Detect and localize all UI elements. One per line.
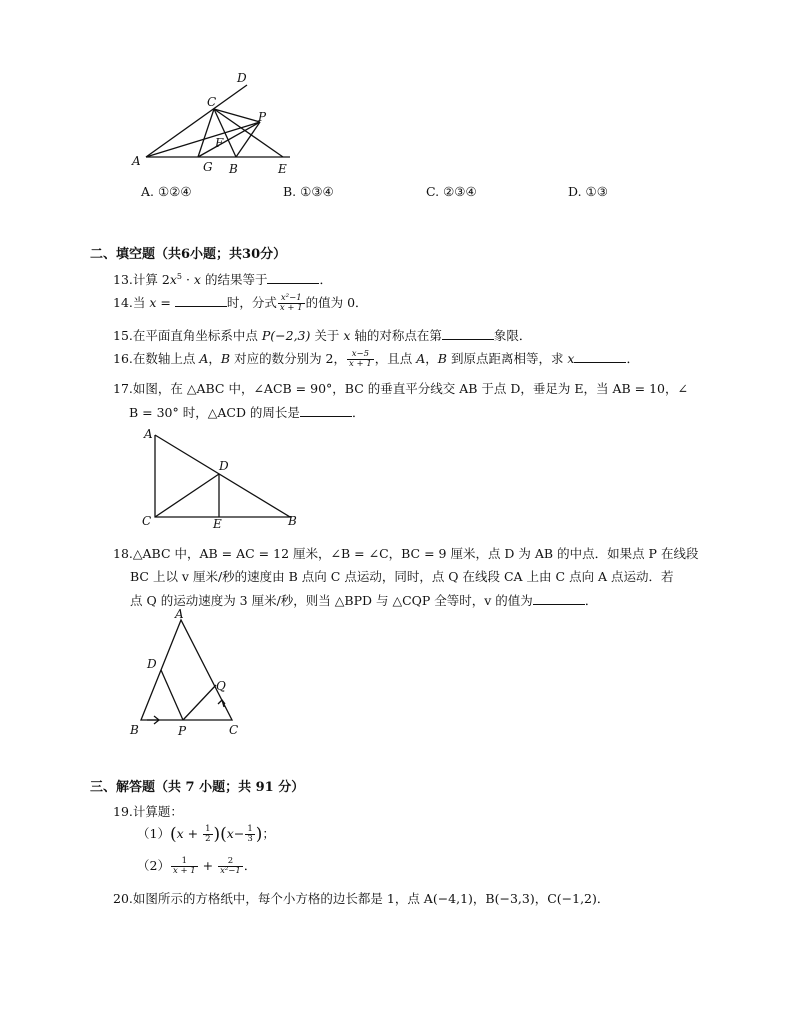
- q14-equals: =: [156, 295, 175, 310]
- question-18-line-1: [113, 544, 698, 562]
- q18-text-line-3: 点 Q 的运动速度为 3 厘米/秒，则当 △BPD 与 △CQP 全等时，v 的值为: [130, 593, 533, 608]
- q16-point-b-2: B: [437, 351, 447, 366]
- fig18-label-p: P: [178, 724, 187, 738]
- q19-p1-fraction-2-numerator: 1: [247, 824, 253, 834]
- fig12-label-g: G: [203, 160, 213, 174]
- q14-fraction-numerator: x²−1: [278, 294, 305, 304]
- question-14: [113, 293, 368, 313]
- q17-end: ．: [351, 405, 365, 420]
- fig17-label-d: D: [219, 459, 229, 473]
- q16-fraction: [347, 350, 374, 369]
- q16-text-1: 在数轴上点: [132, 351, 200, 366]
- fig12-label-f: F: [215, 136, 224, 150]
- q19-p2-fraction-2-denominator: x²−1: [220, 866, 241, 876]
- q13-text-1: 计算 2: [132, 272, 170, 287]
- q13-var-2: x: [193, 272, 201, 287]
- q15-text-2: 关于: [310, 328, 344, 343]
- question-18-line-2: [130, 567, 674, 585]
- q14-fraction-denominator: x + 1: [279, 303, 303, 313]
- q15-answer-blank[interactable]: [442, 327, 494, 340]
- fig17-label-a: A: [144, 427, 153, 441]
- q12-option-a: A. ①②④: [141, 184, 192, 199]
- q13-text-3: 的结果等于: [200, 272, 268, 287]
- q16-text-6: 到原点距离相等，求: [446, 351, 568, 366]
- q17-figure: [138, 425, 308, 535]
- fig18-label-q: Q: [216, 679, 226, 693]
- fig18-label-d: D: [147, 657, 157, 671]
- q20-text: 如图所示的方格纸中，每个小方格的边长都是 1，点 A(−4,1)，B(−3,3)，C(−1,2)．: [132, 891, 610, 906]
- q19-p1-open-paren-2: (: [220, 824, 227, 845]
- fig12-label-c: C: [207, 95, 217, 109]
- fig18-label-a: A: [175, 607, 184, 621]
- q19-p2-fraction-1-numerator: 1: [171, 857, 198, 867]
- fig18-label-c: C: [229, 723, 239, 737]
- q15-text-3: 轴的对称点在第: [350, 328, 442, 343]
- q14-var: x: [149, 295, 157, 310]
- q13-number: 13.: [113, 272, 133, 287]
- q19-p1-close-paren-2: ): [255, 824, 263, 845]
- q13-exponent: 5: [176, 271, 182, 281]
- question-17-line-1: [113, 379, 688, 397]
- q16-fraction-numerator: x−5: [347, 350, 374, 360]
- question-20: [113, 889, 609, 907]
- section-fill-in-title: 二、填空题（共6小题；共30分）: [90, 247, 287, 262]
- q16-fraction-denominator: x + 1: [349, 359, 372, 369]
- q17-text-line-1: 如图，在 △ABC 中，∠ACB = 90°，BC 的垂直平分线交 AB 于点 D，垂足为 E，当 AB = 10，∠: [132, 381, 688, 396]
- q19-p2-label: （2）: [137, 858, 170, 873]
- q15-text-4: 象限．: [493, 328, 532, 343]
- q18-figure: [125, 606, 255, 741]
- q19-p1-fraction-2: [245, 825, 254, 844]
- fig17-label-b: B: [288, 514, 297, 528]
- q16-point-b: B: [220, 351, 231, 366]
- q14-answer-blank[interactable]: [175, 294, 227, 307]
- question-19-title: [113, 802, 183, 820]
- q16-comma-2: ，: [425, 351, 438, 366]
- q12-option-b: B. ①③④: [283, 184, 334, 199]
- q19-p2-plus: +: [198, 858, 218, 873]
- q16-text-4: ，且点: [374, 351, 417, 366]
- question-13: [113, 270, 332, 288]
- fig17-label-c: C: [142, 514, 152, 528]
- q16-end: ．: [626, 351, 639, 366]
- q19-part-1: [137, 824, 275, 845]
- q16-point-a: A: [199, 351, 209, 366]
- q16-text-3: 对应的数分别为 2，: [230, 351, 347, 366]
- question-17-line-2: [129, 403, 364, 421]
- q14-text-3: 时，分式: [226, 295, 277, 310]
- q19-p1-open-paren: (: [169, 824, 177, 845]
- fig17-label-e: E: [213, 517, 222, 531]
- q15-number: 15.: [113, 328, 133, 343]
- q17-answer-blank[interactable]: [300, 404, 352, 417]
- q14-fraction: [278, 294, 305, 313]
- section-solve-title: 三、解答题（共 7 小题；共 91 分）: [90, 780, 305, 795]
- q13-end: ．: [319, 272, 332, 287]
- question-15: [113, 326, 531, 344]
- fig12-label-a: A: [132, 154, 141, 168]
- q13-dot: ·: [181, 272, 194, 287]
- q15-point: P(−2,3): [261, 328, 311, 343]
- q19-p1-fraction-1: [203, 825, 212, 844]
- q19-p1-term-b: x−: [226, 826, 245, 841]
- q16-number: 16.: [113, 351, 133, 366]
- q13-answer-blank[interactable]: [267, 271, 319, 284]
- q16-comma: ，: [208, 351, 221, 366]
- q14-text-1: 当: [132, 295, 150, 310]
- q18-answer-blank[interactable]: [533, 592, 585, 605]
- q16-answer-blank[interactable]: [574, 350, 626, 363]
- q18-text-line-1: △ABC 中，AB = AC = 12 厘米，∠B = ∠C，BC = 9 厘米，点 D 为 AB 的中点．如果点 P 在线段: [132, 546, 699, 561]
- q14-text-4: 的值为 0．: [305, 295, 368, 310]
- q19-part-2: [137, 856, 256, 876]
- q12-option-c: C. ②③④: [426, 184, 477, 199]
- fig12-label-p: P: [258, 110, 267, 124]
- q12-figure: [125, 65, 305, 180]
- q19-p2-fraction-2-numerator: 2: [218, 857, 243, 867]
- q20-number: 20.: [113, 891, 133, 906]
- q19-p1-label: （1）: [137, 826, 170, 841]
- q19-p2-fraction-1: [171, 857, 198, 876]
- q19-number: 19.: [113, 804, 133, 819]
- q19-p1-term-a: x +: [176, 826, 203, 841]
- q19-p1-close-paren: ): [213, 824, 221, 845]
- fig18-label-b: B: [130, 723, 139, 737]
- q19-p2-fraction-2: [218, 857, 243, 876]
- q15-var: x: [343, 328, 351, 343]
- q19-title: 计算题：: [132, 804, 183, 819]
- question-16: [113, 349, 639, 369]
- q19-p1-fraction-1-numerator: 1: [205, 824, 211, 834]
- q19-p1-fraction-1-denominator: 2: [205, 834, 211, 844]
- q19-p1-fraction-2-denominator: 3: [247, 834, 253, 844]
- q18-text-line-2: BC 上以 v 厘米/秒的速度由 B 点向 C 点运动，同时，点 Q 在线段 CA 上由 C 点向 A 点运动．若: [130, 569, 674, 584]
- q17-text-line-2: B = 30° 时，△ACD 的周长是: [129, 405, 300, 420]
- q16-point-a-2: A: [416, 351, 426, 366]
- q19-p1-end: ；: [262, 826, 275, 841]
- q19-p2-fraction-1-denominator: x + 1: [172, 866, 196, 876]
- q17-number: 17.: [113, 381, 133, 396]
- fig12-label-d: D: [237, 71, 247, 85]
- q19-p2-end: ．: [243, 858, 257, 873]
- q12-option-d: D. ①③: [568, 184, 608, 199]
- fig12-label-e: E: [278, 162, 287, 176]
- q16-var: x: [567, 351, 575, 366]
- q15-text-1: 在平面直角坐标系中点: [132, 328, 262, 343]
- q13-var: x: [169, 272, 177, 287]
- q18-end: ．: [584, 593, 598, 608]
- q18-number: 18.: [113, 546, 133, 561]
- fig12-label-b: B: [229, 162, 238, 176]
- q14-number: 14.: [113, 295, 133, 310]
